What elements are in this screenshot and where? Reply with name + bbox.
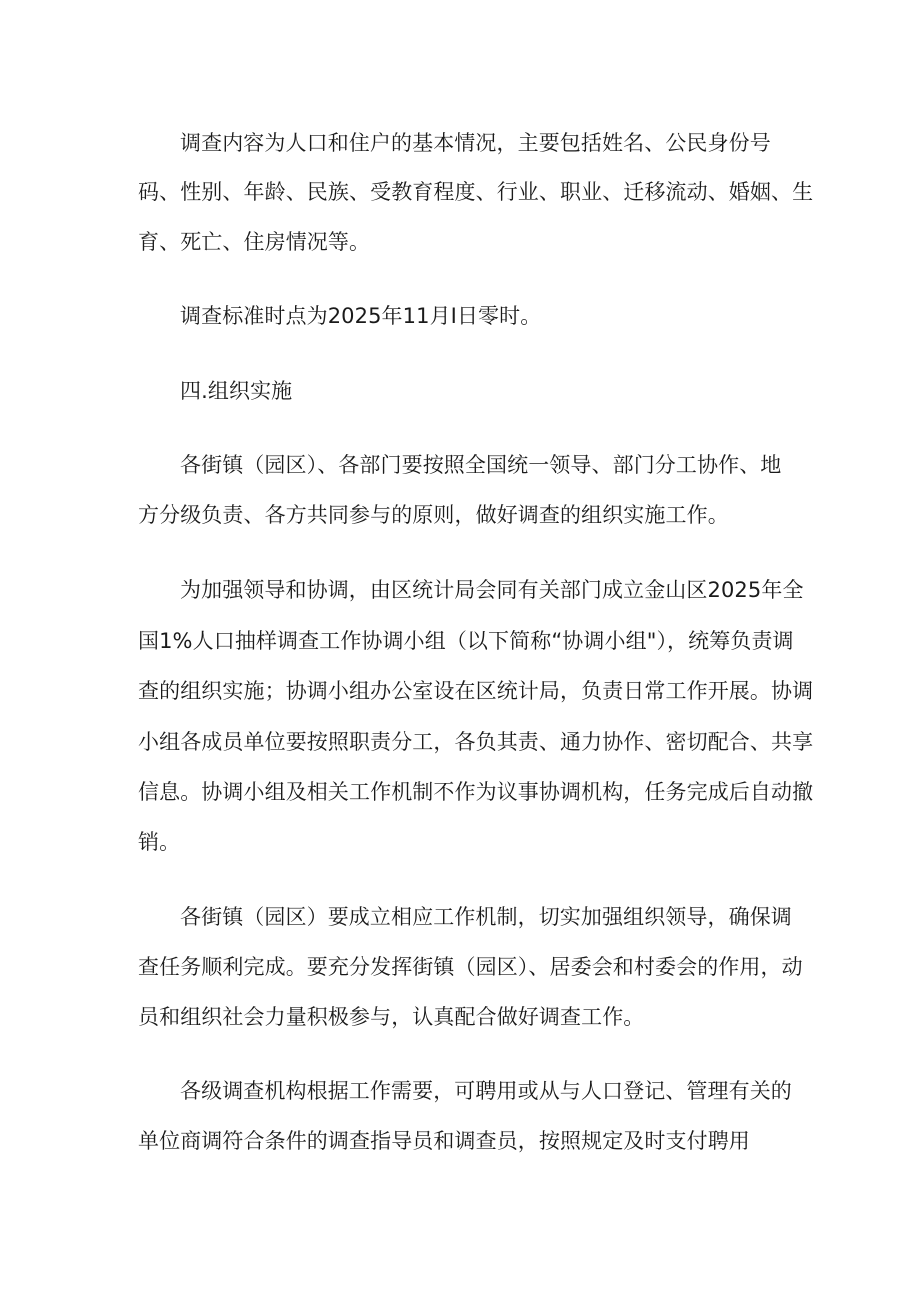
paragraph-line: 方分级负责、各方共同参与的原则，做好调查的组织实施工作。 bbox=[138, 503, 729, 527]
paragraph-line: 为加强领导和协调，由区统计局会同有关部门成立金山区2025年全 bbox=[180, 578, 804, 602]
paragraph-line: 单位商调符合条件的调查指导员和调查员，按照规定及时支付聘用 bbox=[138, 1129, 750, 1153]
paragraph-line: 小组各成员单位要按照职责分工，各负其责、通力协作、密切配合、共享 bbox=[138, 730, 814, 754]
paragraph-line: 码、性别、年龄、民族、受教育程度、行业、职业、迁移流动、婚姻、生 bbox=[138, 180, 814, 204]
paragraph-line: 各街镇（园区）、各部门要按照全国统一领导、部门分工协作、地 bbox=[180, 453, 782, 477]
paragraph-line: 调查内容为人口和住户的基本情况，主要包括姓名、公民身份号 bbox=[180, 131, 771, 155]
paragraph-line: 国1%人口抽样调查工作协调小组（以下简称“协调小组"），统筹负责调 bbox=[138, 629, 794, 653]
paragraph-line: 员和组织社会力量积极参与，认真配合做好调查工作。 bbox=[138, 1005, 645, 1029]
paragraph-line: 各级调查机构根据工作需要，可聘用或从与人口登记、管理有关的 bbox=[180, 1079, 792, 1103]
paragraph-line: 销。 bbox=[138, 830, 181, 854]
paragraph-line: 育、死亡、住房情况等。 bbox=[138, 230, 371, 254]
paragraph-line: 查任务顺利完成。要充分发挥街镇（园区）、居委会和村委会的作用，动 bbox=[138, 955, 803, 979]
paragraph-line: 各街镇（园区）要成立相应工作机制，切实加强组织领导，确保调 bbox=[180, 905, 792, 929]
paragraph-line: 信息。协调小组及相关工作机制不作为议事协调机构，任务完成后自动撤 bbox=[138, 780, 814, 804]
paragraph-line: 调查标准时点为2025年11月I日零时。 bbox=[180, 304, 542, 328]
paragraph-line: 查的组织实施；协调小组办公室设在区统计局，负责日常工作开展。协调 bbox=[138, 679, 814, 703]
section-heading: 四.组织实施 bbox=[180, 379, 293, 403]
